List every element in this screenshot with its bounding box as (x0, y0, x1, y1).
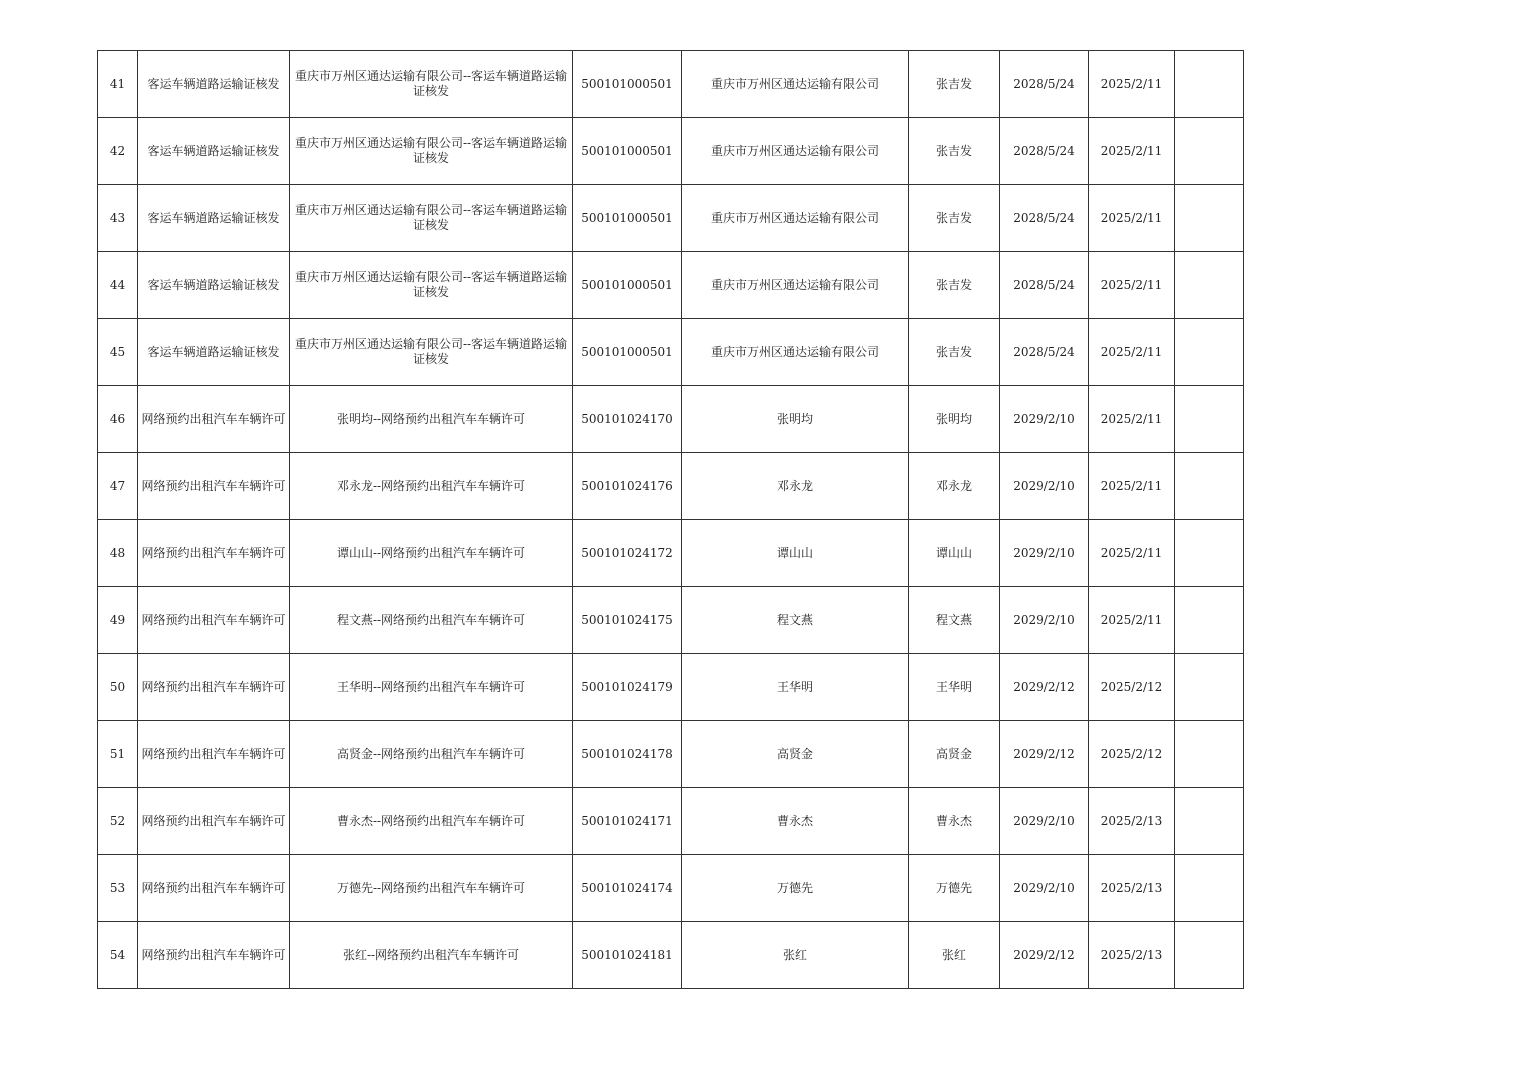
permit-code-cell: 500101024179 (573, 654, 682, 721)
decision-date-cell: 2025/2/12 (1089, 721, 1175, 788)
permit-item-cell: 客运车辆道路运输证核发 (138, 51, 290, 118)
table-row (98, 386, 1244, 453)
permit-item-cell: 网络预约出租汽车车辆许可 (138, 721, 290, 788)
permit-item-cell: 网络预约出租汽车车辆许可 (138, 453, 290, 520)
permit-description-cell: 程文燕--网络预约出租汽车车辆许可 (290, 587, 573, 654)
row-number-cell: 41 (98, 51, 138, 118)
table-row (98, 453, 1244, 520)
decision-date-cell: 2025/2/13 (1089, 855, 1175, 922)
legal-representative-cell: 张吉发 (909, 252, 1000, 319)
permit-item-cell: 网络预约出租汽车车辆许可 (138, 922, 290, 989)
permit-code-cell: 500101024170 (573, 386, 682, 453)
permit-code-cell: 500101000501 (573, 319, 682, 386)
legal-representative-cell: 程文燕 (909, 587, 1000, 654)
table-row (98, 252, 1244, 319)
permit-code-cell: 500101000501 (573, 51, 682, 118)
permit-code-cell: 500101000501 (573, 118, 682, 185)
permit-description-cell: 重庆市万州区通达运输有限公司--客运车辆道路运输证核发 (290, 118, 573, 185)
permit-code-cell: 500101000501 (573, 185, 682, 252)
row-number-cell: 48 (98, 520, 138, 587)
holder-name-cell: 曹永杰 (682, 788, 909, 855)
decision-date-cell: 2025/2/13 (1089, 922, 1175, 989)
valid-until-cell: 2028/5/24 (1000, 185, 1089, 252)
legal-representative-cell: 张吉发 (909, 319, 1000, 386)
permit-code-cell: 500101024171 (573, 788, 682, 855)
table-row (98, 788, 1244, 855)
row-number-cell: 52 (98, 788, 138, 855)
legal-representative-cell: 邓永龙 (909, 453, 1000, 520)
permit-description-cell: 高贤金--网络预约出租汽车车辆许可 (290, 721, 573, 788)
holder-name-cell: 张红 (682, 922, 909, 989)
holder-name-cell: 邓永龙 (682, 453, 909, 520)
holder-name-cell: 重庆市万州区通达运输有限公司 (682, 51, 909, 118)
permit-item-cell: 网络预约出租汽车车辆许可 (138, 386, 290, 453)
remarks-cell (1175, 185, 1244, 252)
permit-code-cell: 500101024178 (573, 721, 682, 788)
row-number-cell: 53 (98, 855, 138, 922)
remarks-cell (1175, 587, 1244, 654)
permit-item-cell: 网络预约出租汽车车辆许可 (138, 587, 290, 654)
legal-representative-cell: 王华明 (909, 654, 1000, 721)
legal-representative-cell: 张吉发 (909, 118, 1000, 185)
permit-description-cell: 张红--网络预约出租汽车车辆许可 (290, 922, 573, 989)
holder-name-cell: 张明均 (682, 386, 909, 453)
permit-description-cell: 万德先--网络预约出租汽车车辆许可 (290, 855, 573, 922)
permit-item-cell: 网络预约出租汽车车辆许可 (138, 654, 290, 721)
permit-description-cell: 谭山山--网络预约出租汽车车辆许可 (290, 520, 573, 587)
row-number-cell: 50 (98, 654, 138, 721)
table-row (98, 51, 1244, 118)
remarks-cell (1175, 654, 1244, 721)
table-row (98, 118, 1244, 185)
remarks-cell (1175, 855, 1244, 922)
legal-representative-cell: 张红 (909, 922, 1000, 989)
remarks-cell (1175, 118, 1244, 185)
permit-description-cell: 重庆市万州区通达运输有限公司--客运车辆道路运输证核发 (290, 319, 573, 386)
permit-code-cell: 500101024176 (573, 453, 682, 520)
permit-code-cell: 500101024181 (573, 922, 682, 989)
decision-date-cell: 2025/2/11 (1089, 185, 1175, 252)
decision-date-cell: 2025/2/11 (1089, 252, 1175, 319)
holder-name-cell: 王华明 (682, 654, 909, 721)
legal-representative-cell: 张吉发 (909, 185, 1000, 252)
permit-item-cell: 网络预约出租汽车车辆许可 (138, 855, 290, 922)
legal-representative-cell: 张吉发 (909, 51, 1000, 118)
valid-until-cell: 2029/2/10 (1000, 453, 1089, 520)
permit-description-cell: 张明均--网络预约出租汽车车辆许可 (290, 386, 573, 453)
holder-name-cell: 重庆市万州区通达运输有限公司 (682, 252, 909, 319)
decision-date-cell: 2025/2/13 (1089, 788, 1175, 855)
permit-code-cell: 500101024172 (573, 520, 682, 587)
legal-representative-cell: 谭山山 (909, 520, 1000, 587)
row-number-cell: 44 (98, 252, 138, 319)
table-row (98, 185, 1244, 252)
decision-date-cell: 2025/2/11 (1089, 587, 1175, 654)
permit-description-cell: 重庆市万州区通达运输有限公司--客运车辆道路运输证核发 (290, 51, 573, 118)
permit-item-cell: 网络预约出租汽车车辆许可 (138, 520, 290, 587)
row-number-cell: 42 (98, 118, 138, 185)
legal-representative-cell: 曹永杰 (909, 788, 1000, 855)
remarks-cell (1175, 520, 1244, 587)
valid-until-cell: 2029/2/12 (1000, 721, 1089, 788)
valid-until-cell: 2029/2/10 (1000, 587, 1089, 654)
permit-item-cell: 客运车辆道路运输证核发 (138, 185, 290, 252)
holder-name-cell: 重庆市万州区通达运输有限公司 (682, 185, 909, 252)
remarks-cell (1175, 453, 1244, 520)
valid-until-cell: 2029/2/10 (1000, 788, 1089, 855)
holder-name-cell: 高贤金 (682, 721, 909, 788)
valid-until-cell: 2028/5/24 (1000, 252, 1089, 319)
row-number-cell: 49 (98, 587, 138, 654)
holder-name-cell: 重庆市万州区通达运输有限公司 (682, 319, 909, 386)
holder-name-cell: 谭山山 (682, 520, 909, 587)
legal-representative-cell: 高贤金 (909, 721, 1000, 788)
permit-description-cell: 邓永龙--网络预约出租汽车车辆许可 (290, 453, 573, 520)
permit-item-cell: 客运车辆道路运输证核发 (138, 118, 290, 185)
decision-date-cell: 2025/2/11 (1089, 386, 1175, 453)
remarks-cell (1175, 51, 1244, 118)
row-number-cell: 46 (98, 386, 138, 453)
permit-table (97, 50, 1244, 989)
valid-until-cell: 2029/2/12 (1000, 922, 1089, 989)
row-number-cell: 51 (98, 721, 138, 788)
table-row (98, 654, 1244, 721)
table-row (98, 855, 1244, 922)
row-number-cell: 45 (98, 319, 138, 386)
table-row (98, 922, 1244, 989)
remarks-cell (1175, 319, 1244, 386)
decision-date-cell: 2025/2/11 (1089, 520, 1175, 587)
valid-until-cell: 2029/2/10 (1000, 520, 1089, 587)
remarks-cell (1175, 922, 1244, 989)
permit-item-cell: 网络预约出租汽车车辆许可 (138, 788, 290, 855)
valid-until-cell: 2029/2/10 (1000, 386, 1089, 453)
table-row (98, 721, 1244, 788)
legal-representative-cell: 张明均 (909, 386, 1000, 453)
decision-date-cell: 2025/2/11 (1089, 118, 1175, 185)
remarks-cell (1175, 788, 1244, 855)
valid-until-cell: 2029/2/10 (1000, 855, 1089, 922)
holder-name-cell: 重庆市万州区通达运输有限公司 (682, 118, 909, 185)
row-number-cell: 43 (98, 185, 138, 252)
valid-until-cell: 2028/5/24 (1000, 118, 1089, 185)
decision-date-cell: 2025/2/11 (1089, 319, 1175, 386)
permit-description-cell: 曹永杰--网络预约出租汽车车辆许可 (290, 788, 573, 855)
table-row (98, 587, 1244, 654)
decision-date-cell: 2025/2/12 (1089, 654, 1175, 721)
permit-code-cell: 500101000501 (573, 252, 682, 319)
permit-description-cell: 重庆市万州区通达运输有限公司--客运车辆道路运输证核发 (290, 252, 573, 319)
permit-code-cell: 500101024175 (573, 587, 682, 654)
row-number-cell: 54 (98, 922, 138, 989)
permit-item-cell: 客运车辆道路运输证核发 (138, 252, 290, 319)
holder-name-cell: 程文燕 (682, 587, 909, 654)
valid-until-cell: 2028/5/24 (1000, 51, 1089, 118)
table-row (98, 520, 1244, 587)
permit-code-cell: 500101024174 (573, 855, 682, 922)
remarks-cell (1175, 386, 1244, 453)
permit-description-cell: 重庆市万州区通达运输有限公司--客运车辆道路运输证核发 (290, 185, 573, 252)
valid-until-cell: 2028/5/24 (1000, 319, 1089, 386)
decision-date-cell: 2025/2/11 (1089, 453, 1175, 520)
holder-name-cell: 万德先 (682, 855, 909, 922)
decision-date-cell: 2025/2/11 (1089, 51, 1175, 118)
remarks-cell (1175, 252, 1244, 319)
table-row (98, 319, 1244, 386)
permit-item-cell: 客运车辆道路运输证核发 (138, 319, 290, 386)
legal-representative-cell: 万德先 (909, 855, 1000, 922)
remarks-cell (1175, 721, 1244, 788)
row-number-cell: 47 (98, 453, 138, 520)
permit-description-cell: 王华明--网络预约出租汽车车辆许可 (290, 654, 573, 721)
valid-until-cell: 2029/2/12 (1000, 654, 1089, 721)
